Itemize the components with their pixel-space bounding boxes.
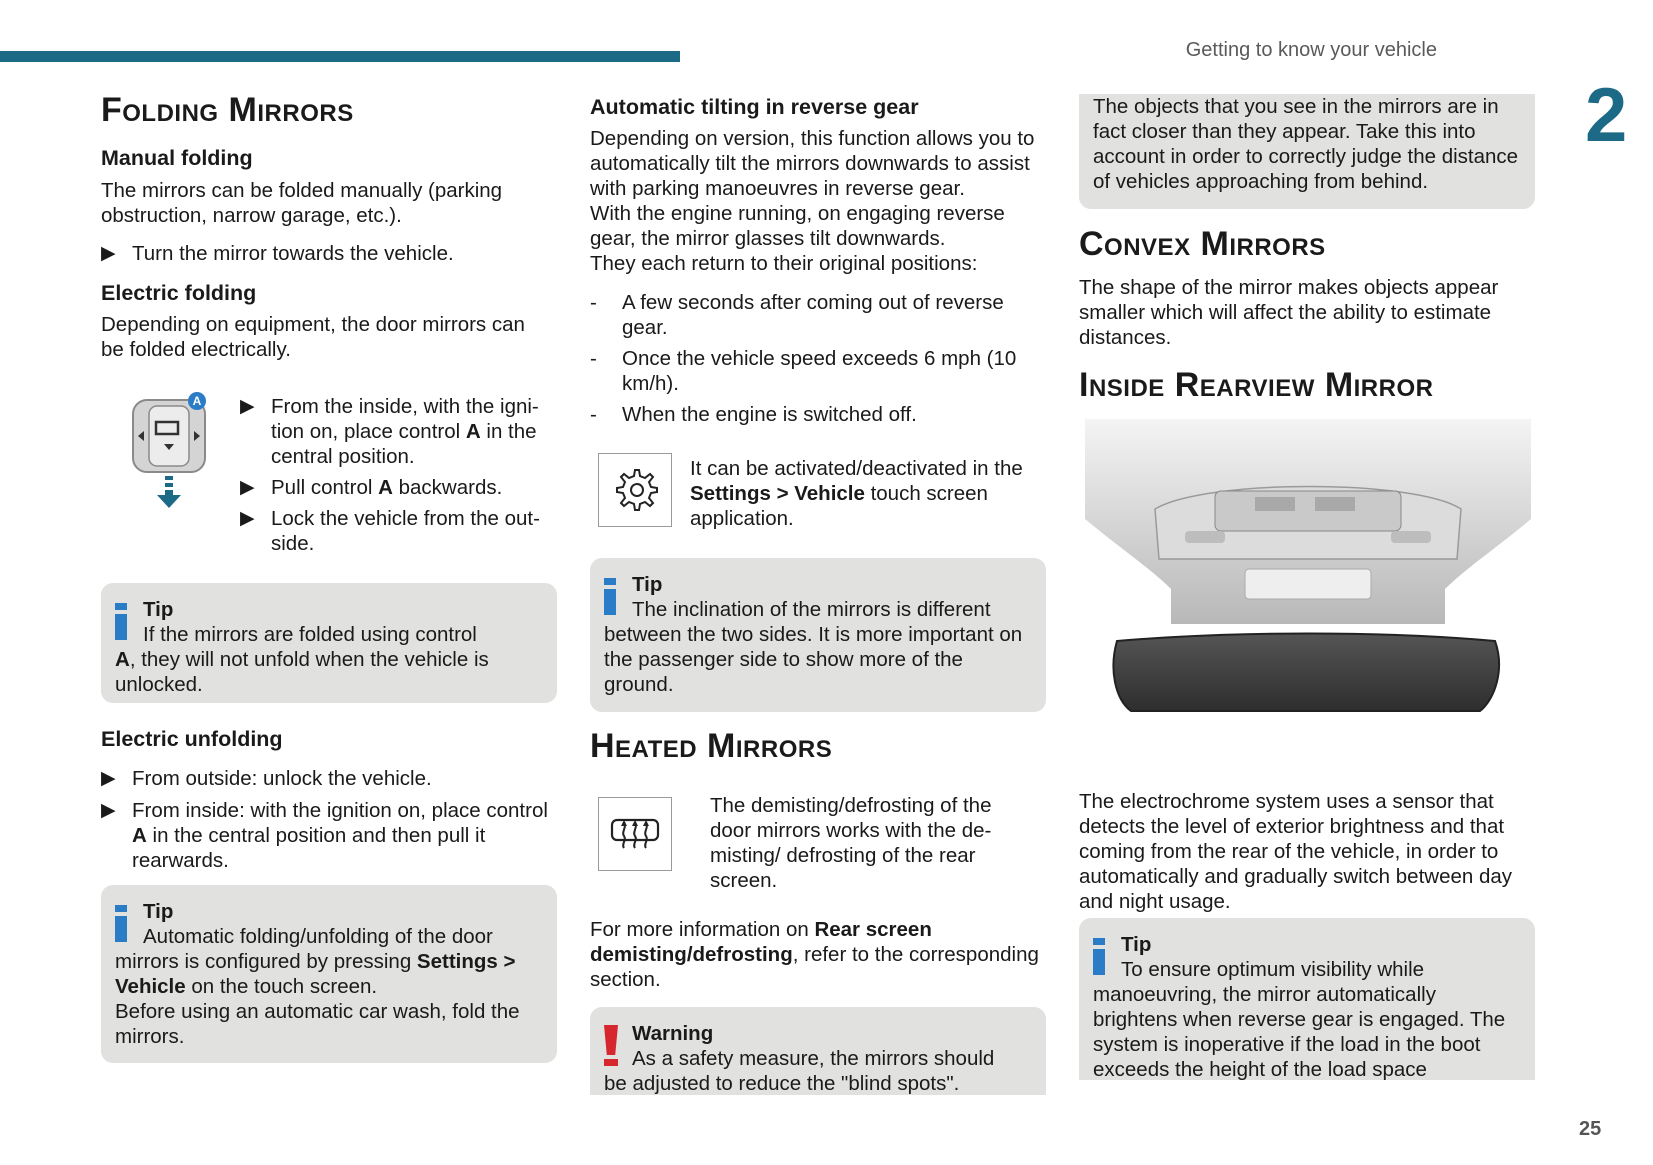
- manual-step: ▶ Turn the mirror towards the vehicle.: [101, 242, 454, 265]
- objects-note-box: The objects that you see in the mirrors are in fact closer than they appear. Take this into account in order to correctly judge the distance of vehicles approaching from behind.: [1079, 94, 1535, 209]
- unfold-step: ▶ From inside: with the ignition on, place control A in the central position and then pull it rearwards.: [101, 799, 548, 872]
- list-item: - When the engine is switched off.: [590, 403, 917, 426]
- tip-box-visibility: Tip To ensure optimum visibility while manoeuvring, the mirror automatically brightens when reverse gear is engaged. The system is inoperative if the load in the boot exceeds the height of the load space: [1079, 918, 1535, 1080]
- settings-text: It can be activated/deactivated in the Settings > Vehicle touch screen application.: [690, 457, 1023, 530]
- info-icon: [604, 578, 616, 615]
- rear-defrost-icon: [598, 797, 672, 871]
- folding-mirrors-heading: Folding Mirrors: [101, 91, 354, 129]
- play-arrow-icon: ▶: [240, 396, 255, 417]
- inside-rearview-heading: Inside Rearview Mirror: [1079, 366, 1434, 404]
- tip-box-inclination: Tip The inclination of the mirrors is different between the two sides. It is more important on the passenger side to show more of the ground.: [590, 558, 1046, 712]
- mirror-control-illustration: [129, 392, 215, 510]
- warning-icon: [604, 1025, 618, 1066]
- section-title: Getting to know your vehicle: [1185, 39, 1437, 61]
- play-arrow-icon: ▶: [101, 243, 116, 264]
- tip-box-folding: Tip If the mirrors are folded using control A, they will not unfold when the vehicle is unlocked.: [101, 583, 557, 703]
- play-arrow-icon: ▶: [240, 508, 255, 529]
- header-accent-bar: [0, 51, 680, 62]
- unfold-step: ▶ From outside: unlock the vehicle.: [101, 767, 432, 790]
- convex-text: The shape of the mirror makes objects appear smaller which will affect the ability to estimate distances.: [1079, 276, 1499, 349]
- info-icon: [1093, 938, 1105, 975]
- rearview-mirror-illustration: [1085, 419, 1531, 737]
- automatic-tilting-heading: Automatic tilting in reverse gear: [590, 95, 919, 119]
- heated-mirrors-heading: Heated Mirrors: [590, 727, 833, 765]
- electric-folding-heading: Electric folding: [101, 281, 257, 305]
- step-item: ▶ From the inside, with the igni-tion on, place control A in the central position.: [240, 395, 539, 468]
- step-item: ▶ Pull control A backwards.: [240, 476, 503, 499]
- return-conditions-list: [590, 290, 1040, 427]
- tip-box-automatic: Tip Automatic folding/unfolding of the door mirrors is configured by pressing Settings > Vehicle on the touch screen. Before using an automatic car wash, fold the mirrors.: [101, 885, 557, 1063]
- play-arrow-icon: ▶: [240, 477, 255, 498]
- settings-gear-icon: [598, 453, 672, 527]
- warning-box: Warning As a safety measure, the mirrors should be adjusted to reduce the "blind spots".: [590, 1007, 1046, 1095]
- page-number: 25: [1579, 1118, 1602, 1140]
- manual-folding-text: The mirrors can be folded manually (parking obstruction, narrow garage, etc.).: [101, 179, 503, 227]
- play-arrow-icon: ▶: [101, 768, 116, 789]
- step-item: ▶ Lock the vehicle from the out-side.: [240, 507, 540, 555]
- list-item: - Once the vehicle speed exceeds 6 mph (10 km/h).: [590, 347, 1017, 395]
- electrochrome-text: The electrochrome system uses a sensor that detects the level of exterior brightness and that coming from the rear of the vehicle, in order to automatically and gradually switch between day and night usage.: [1079, 790, 1513, 913]
- heated-text: The demisting/defrosting of the door mirrors works with the de-misting/ defrosting of the rear screen.: [710, 794, 992, 892]
- convex-mirrors-heading: Convex Mirrors: [1079, 225, 1326, 263]
- electric-folding-text: Depending on equipment, the door mirrors can be folded electrically.: [101, 313, 525, 361]
- svg-text:A: A: [192, 394, 202, 408]
- manual-folding-heading: Manual folding: [101, 146, 253, 170]
- chapter-number: 2: [1585, 73, 1628, 158]
- info-icon: [115, 905, 127, 942]
- info-icon: [115, 603, 127, 640]
- more-info-text: For more information on Rear screen demisting/defrosting, refer to the corresponding section.: [590, 918, 1039, 991]
- play-arrow-icon: ▶: [101, 800, 116, 821]
- list-item: - A few seconds after coming out of reverse gear.: [590, 291, 1004, 339]
- tilting-text: Depending on version, this function allows you to automatically tilt the mirrors downwards to assist with parking manoeuvres in reverse gear. With the engine running, on engaging reverse gear, the mirror glasses tilt downwards. They each return to their original positions:: [590, 127, 1035, 275]
- electric-steps: [240, 394, 540, 556]
- electric-unfolding-heading: Electric unfolding: [101, 727, 283, 751]
